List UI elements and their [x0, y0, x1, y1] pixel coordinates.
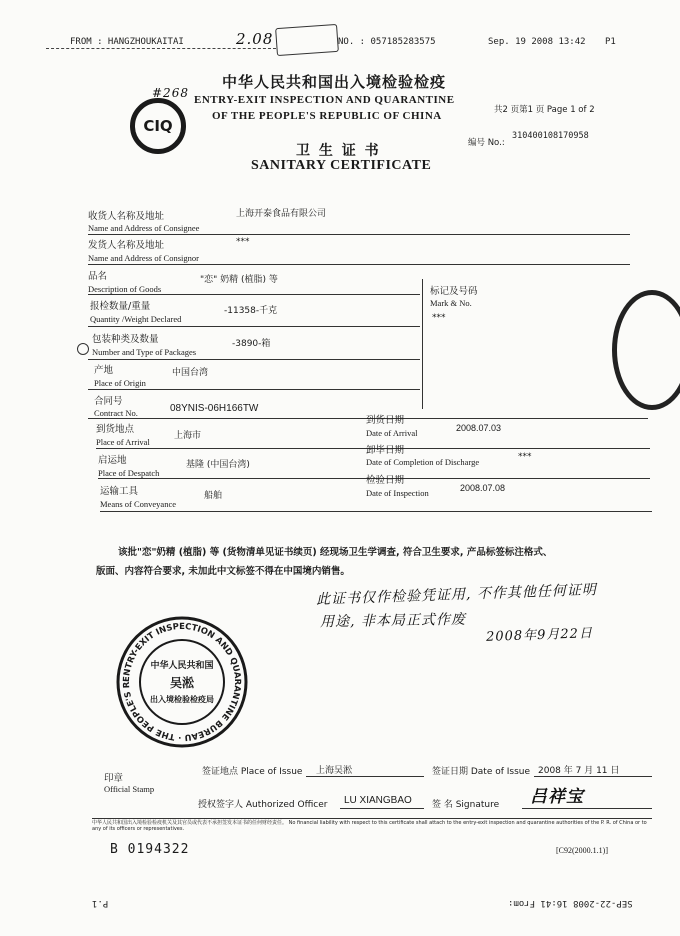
- signature-rule: [522, 808, 652, 809]
- authority-title-en-1: ENTRY-EXIT INSPECTION AND QUARANTINE: [194, 94, 455, 106]
- consignee-value: 上海开泰食品有限公司: [236, 209, 327, 219]
- fax-from: FROM : HANGZHOUKAITAI: [70, 37, 184, 47]
- arrival-date-label-en: Date of Arrival: [366, 428, 418, 438]
- contract-value: 08YNIS-06H166TW: [170, 403, 259, 414]
- result-line-1: 该批"恋"奶精 (植脂) 等 (货物清单见证书续页) 经现场卫生学调查, 符合卫生要求, 产品标签标注格式、: [118, 547, 553, 558]
- packages-rule: [88, 359, 420, 360]
- discharge-label-zh: 卸毕日期: [366, 445, 405, 456]
- ciq-logo: [130, 98, 186, 154]
- result-line-2: 版面、内容符合要求, 未加此中文标签不得在中国境内销售。: [96, 566, 350, 577]
- fax-page: P1: [605, 37, 616, 47]
- arrival-place-value: 上海市: [174, 431, 202, 441]
- marks-value: ***: [432, 313, 446, 323]
- ciq-logo-text: CIQ: [143, 117, 173, 135]
- disclaimer: [92, 820, 652, 832]
- date-issue-value: 2008 年 7 月 11 日: [538, 766, 620, 776]
- bottom-fax-stamp: SEP-22-2008 16:41 From:: [508, 898, 633, 908]
- origin-label-en: Place of Origin: [94, 378, 146, 388]
- quantity-value: -11358-千克: [224, 306, 278, 316]
- inspection-value: 2008.07.08: [460, 483, 506, 493]
- goods-label-en: Description of Goods: [88, 284, 162, 294]
- doc-mark: #268: [152, 86, 189, 100]
- officer-label: 授权签字人 Authorized Officer: [198, 800, 328, 810]
- consignor-rule: [88, 264, 630, 265]
- form-code: [C92(2000.1.1)]: [556, 846, 608, 855]
- inspection-label-zh: 检验日期: [366, 475, 405, 486]
- despatch-label-zh: 启运地: [98, 455, 127, 466]
- marks-label-en: Mark & No.: [430, 298, 472, 308]
- consignee-label-en: Name and Address of Consignee: [88, 223, 200, 233]
- officer-rule: [340, 808, 424, 809]
- seal-inner-bottom: 出入境检验检疫局: [150, 695, 214, 704]
- place-issue-value: 上海吴淞: [316, 766, 353, 776]
- certificate-title-en: SANITARY CERTIFICATE: [251, 158, 432, 173]
- quantity-rule: [88, 326, 420, 327]
- fax-header-rule: [46, 48, 276, 49]
- authority-title-en-2: OF THE PEOPLE'S REPUBLIC OF CHINA: [212, 110, 442, 122]
- arrival-place-label-zh: 到货地点: [96, 424, 135, 435]
- origin-value: 中国台湾: [172, 368, 209, 378]
- quantity-label-en: Quantity /Weight Declared: [90, 314, 182, 324]
- conveyance-label-en: Means of Conveyance: [100, 499, 177, 509]
- goods-rule: [88, 294, 420, 295]
- consignor-label-en: Name and Address of Consignor: [88, 253, 199, 263]
- consignor-value: ***: [236, 237, 250, 247]
- arrival-date-label-zh: 到货日期: [366, 415, 405, 426]
- disclaimer-top-rule: [92, 818, 652, 819]
- handwritten-date: 2008年9月22日: [485, 626, 594, 645]
- packages-label-zh: 包装种类及数量: [92, 334, 159, 345]
- date-issue-rule: [534, 776, 652, 777]
- conveyance-rule: [100, 511, 652, 512]
- seal-inner-top: 中华人民共和国: [150, 661, 214, 671]
- place-issue-label: 签证地点 Place of Issue: [202, 767, 303, 777]
- conveyance-label-zh: 运输工具: [100, 486, 139, 497]
- goods-value: "恋" 奶精 (植脂) 等: [200, 275, 278, 285]
- punch-hole-mark: [77, 343, 89, 355]
- official-seal: [114, 614, 250, 750]
- contract-label-zh: 合同号: [94, 396, 123, 407]
- seal-center: 吴淞: [169, 676, 194, 690]
- marks-label-zh: 标记及号码: [430, 286, 478, 297]
- handwritten-note-1: 此证书仅作检验凭证用, 不作其他任何证明: [315, 582, 598, 608]
- consignor-label-zh: 发货人名称及地址: [88, 240, 165, 251]
- signature-value: 吕祥宝: [530, 787, 584, 807]
- marks-divider: [422, 279, 423, 409]
- consignee-label-zh: 收货人名称及地址: [88, 211, 165, 222]
- discharge-value: ***: [518, 452, 532, 462]
- bottom-fax-page: P.1: [92, 898, 109, 908]
- handwritten-scribble: [275, 24, 339, 56]
- edge-stamp-partial: [612, 290, 680, 410]
- place-issue-rule: [306, 776, 424, 777]
- page-info: 共2 页第1 页 Page 1 of 2: [494, 105, 595, 115]
- disclaimer-zh: 中华人民共和国出入境检验检疫机关及其官员或代表不承担签发本证书的任何财经责任。: [92, 820, 288, 826]
- packages-value: -3890-箱: [232, 339, 271, 349]
- form-serial: B 0194322: [110, 842, 190, 857]
- date-issue-label: 签证日期 Date of Issue: [432, 767, 531, 777]
- officer-value: LU XIANGBAO: [344, 795, 412, 806]
- origin-label-zh: 产地: [94, 365, 114, 376]
- despatch-value: 基隆 (中国台湾): [186, 460, 250, 470]
- certificate-title-zh: 卫 生 证 书: [296, 143, 381, 159]
- arrival-date-value: 2008.07.03: [456, 423, 502, 433]
- disclaimer-en: No financial liability with respect to this certificate shall attach to the entry-exit inspection and quarantine authorities of the P. R. of China or to any of its officers or representatives.: [92, 820, 647, 832]
- fax-handwritten-ref: 2.08: [236, 30, 274, 48]
- seal-outer-text: ENTRY-EXIT INSPECTION AND QUARANTINE BUREAU · THE PEOPLE'S R: [121, 621, 243, 743]
- fax-datetime: Sep. 19 2008 13:42: [488, 37, 586, 47]
- quantity-label-zh: 报检数量/重量: [90, 301, 151, 312]
- inspection-label-en: Date of Inspection: [366, 488, 429, 498]
- goods-label-zh: 品名: [88, 271, 108, 282]
- official-stamp-label-zh: 印章: [104, 773, 124, 784]
- fax-number: NO. : 057185283575: [338, 37, 436, 47]
- discharge-label-en: Date of Completion of Discharge: [366, 457, 480, 467]
- signature-label: 签 名 Signature: [432, 800, 500, 810]
- conveyance-value: 船舶: [204, 491, 223, 501]
- official-stamp-label-en: Official Stamp: [104, 784, 155, 794]
- consignee-rule: [88, 234, 630, 235]
- origin-rule: [88, 389, 420, 390]
- despatch-label-en: Place of Despatch: [98, 468, 160, 478]
- serial-label: 编号 No.:: [468, 138, 505, 148]
- arrival-place-label-en: Place of Arrival: [96, 437, 150, 447]
- authority-title-zh: 中华人民共和国出入境检验检疫: [222, 73, 447, 91]
- contract-label-en: Contract No.: [94, 408, 138, 418]
- handwritten-note-2: 用途, 非本局正式作废: [319, 611, 467, 631]
- serial-number: 310400108170958: [512, 131, 589, 141]
- packages-label-en: Number and Type of Packages: [92, 347, 197, 357]
